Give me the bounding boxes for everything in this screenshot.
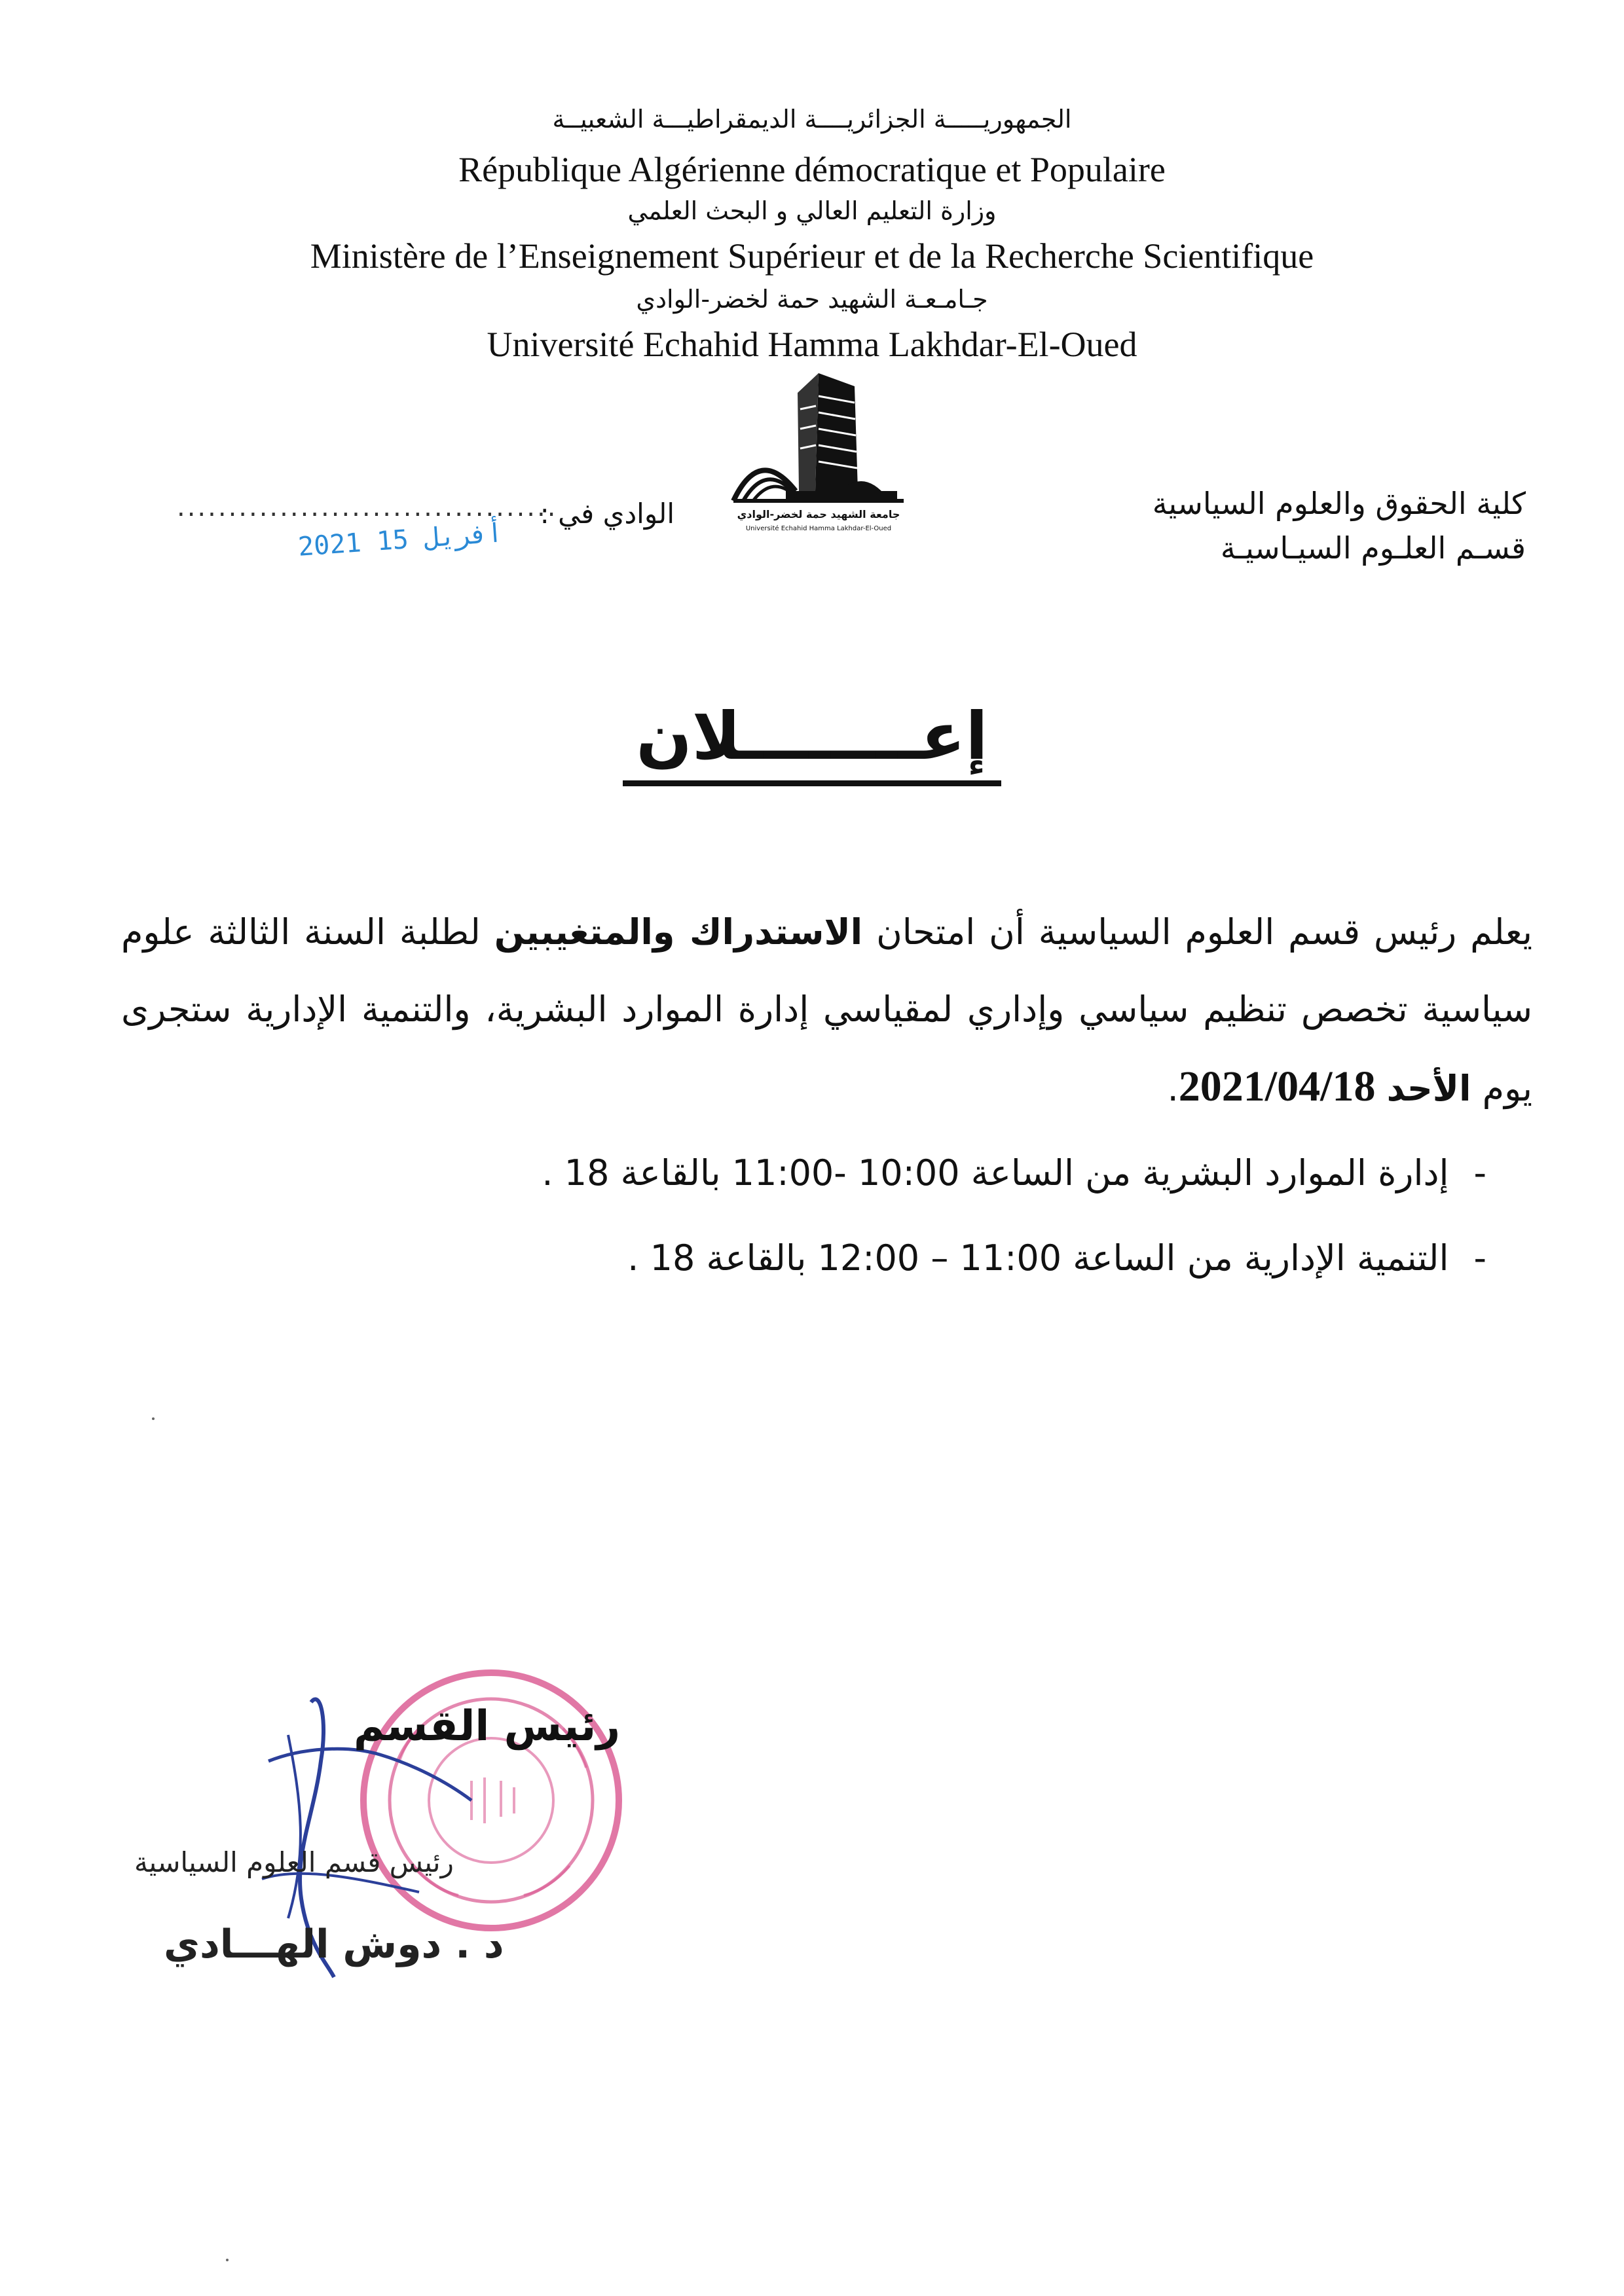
date-dots: ..................................... bbox=[177, 492, 558, 522]
university-ar: جـامـعـة الشهيد حمة لخضر-الوادي bbox=[636, 285, 988, 314]
logo-caption-ar: جامعة الشهيد حمة لخضر-الوادي bbox=[737, 508, 900, 520]
logo-caption-fr: Université Echahid Hamma Lakhdar-El-Oued bbox=[745, 525, 892, 532]
schedule-text: إدارة الموارد البشرية من الساعة 10:00 -11:00 بالقاعة 18 . bbox=[542, 1152, 1449, 1194]
announcement-title: إعــــــــلان bbox=[623, 701, 1001, 786]
body-exam-date: 2021/04/18 bbox=[1178, 1063, 1376, 1110]
scan-speck bbox=[226, 2259, 229, 2261]
body-end: . bbox=[1167, 1068, 1179, 1109]
republic-fr: République Algérienne démocratique et Populaire bbox=[458, 150, 1166, 189]
date-line bbox=[177, 492, 674, 562]
department-name: قسـم العلـوم السيـاسيـة bbox=[1220, 530, 1526, 566]
signature-name: د . دوش الهـــادي bbox=[164, 1922, 504, 1967]
body-bold-day: الأحد bbox=[1386, 1068, 1471, 1109]
faculty-name: كلية الحقوق والعلوم السياسية bbox=[1152, 486, 1526, 521]
scan-speck bbox=[152, 1417, 155, 1420]
body-bold-exam: الاستدراك والمتغيبين bbox=[494, 911, 863, 953]
republic-ar: الجمهوريـــــة الجزائريــــة الديمقراطيـــة الشعبيــة bbox=[552, 105, 1072, 134]
signature-title: رئيس القسم bbox=[354, 1702, 621, 1751]
date-stamp: 2021 أفريل 15 bbox=[297, 518, 504, 562]
announcement-title-wrap bbox=[0, 698, 1624, 786]
university-fr: Université Echahid Hamma Lakhdar-El-Oued bbox=[487, 325, 1137, 364]
schedule-dash: - bbox=[1473, 1152, 1486, 1194]
schedule-dash: - bbox=[1473, 1237, 1486, 1279]
ministry-ar: وزارة التعليم العالي و البحث العلمي bbox=[627, 196, 997, 225]
body-part1: يعلم رئيس قسم العلوم السياسية أن امتحان bbox=[862, 911, 1532, 953]
signature-role: رئيس قسم العلوم السياسية bbox=[134, 1846, 454, 1878]
university-logo bbox=[720, 367, 917, 550]
date-label: الوادي في : bbox=[540, 498, 674, 530]
schedule-text: التنمية الإدارية من الساعة 11:00 – 12:00 بالقاعة 18 . bbox=[627, 1237, 1449, 1279]
schedule-item bbox=[542, 1152, 1486, 1194]
announcement-body bbox=[121, 894, 1532, 1127]
body-part2: لطلبة السنة الثالثة علوم سياسية تخصص تنظيم سياسي وإداري لمقياسي إدارة الموارد البشرية، والتنمية الإدارية ستجرى يوم bbox=[121, 911, 1532, 1109]
university-building-icon bbox=[720, 367, 917, 550]
schedule-item bbox=[627, 1237, 1486, 1279]
ministry-fr: Ministère de l’Enseignement Supérieur et de la Recherche Scientifique bbox=[310, 236, 1314, 276]
faculty-block bbox=[1153, 481, 1526, 570]
